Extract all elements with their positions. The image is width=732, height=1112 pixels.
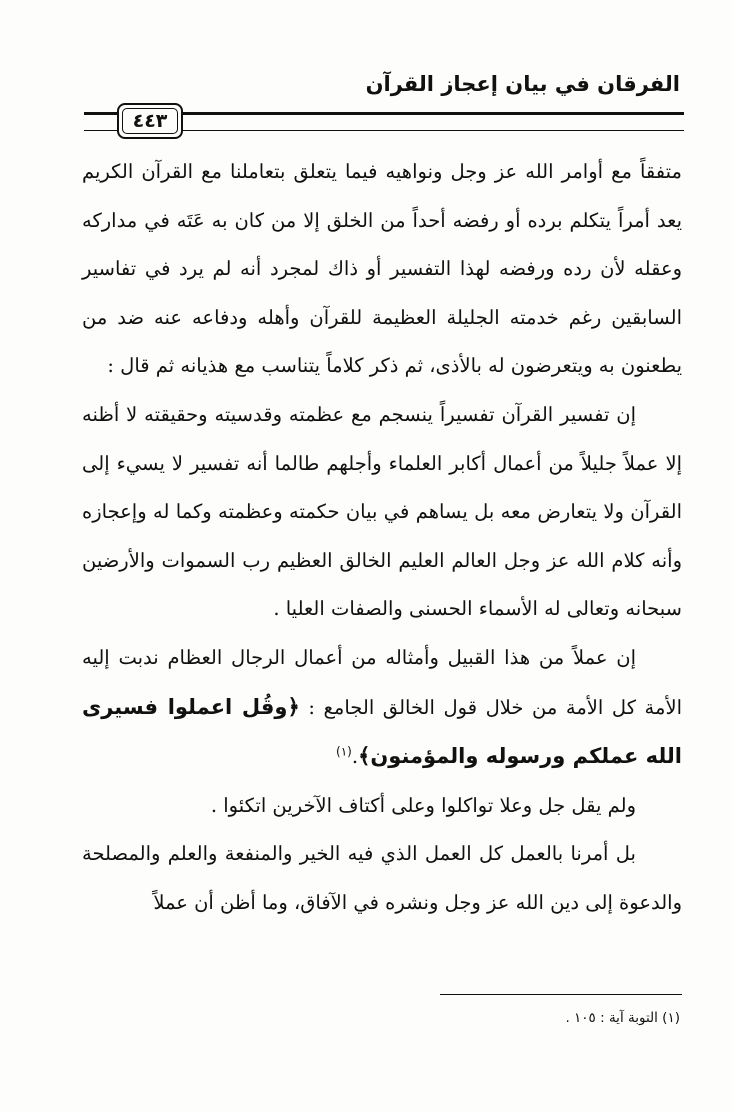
running-head-title: الفرقان في بيان إعجاز القرآن (365, 72, 680, 96)
footnote-reference[interactable]: (١) (336, 744, 352, 759)
body-text (82, 148, 682, 928)
quran-verse: ﴿وقُل اعملوا فسيرى الله عملكم ورسوله والمؤمنون﴾ (82, 694, 682, 769)
footnote-1: (١) التوبة آية : ١٠٥ . (565, 1010, 680, 1026)
paragraph-5: بل أمرنا بالعمل كل العمل الذي فيه الخير والمنفعة والعلم والمصلحة والدعوة إلى دين الله عز وجل ونشره في الآفاق، وما أظن أن عملاً (82, 842, 682, 914)
paragraph-4: ولم يقل جل وعلا تواكلوا وعلى أكتاف الآخرين اتكئوا . (210, 793, 636, 817)
paragraph-2: إن تفسير القرآن تفسيراً ينسجم مع عظمته وقدسيته وحقيقته لا أظنه إلا عملاً جليلاً من أعمال أكابر العلماء وأجلهم طالما أنه تفسير لا يسيء إلى القرآن ولا يتعارض معه بل يساهم في بيان حكمته وعظمته وكما له وإعجازه وأنه كلام الله عز وجل العالم العليم الخالق العظيم رب السموات والأرضين سبحانه وتعالى له الأسماء الحسنى والصفات العليا . (82, 402, 682, 621)
paragraph-1: متفقاً مع أوامر الله عز وجل ونواهيه فيما يتعلق بتعاملنا مع القرآن الكريم يعد أمراً يتكلم برده أو رفضه أحداً من الخلق إلا من كان به عَتَه في مداركه وعقله لأن رده ورفضه لهذا التفسير أو ذاك لمجرد أنه لم يرد في تفاسير السابقين رغم خدمته الجليلة العظيمة للقرآن وأهله ودفاعه عنه ضد من يطعنون به ويتعرضون له بالأذى، ثم ذكر كلاماً يتناسب مع هذيانه ثم قال : (82, 160, 682, 378)
page-number: ٤٤٣ (122, 108, 178, 134)
footnote-separator (440, 994, 682, 995)
paragraph-3 (82, 634, 682, 782)
paragraph-3-text: إن عملاً من هذا القبيل وأمثاله من أعمال الرجال العظام ندبت إليه الأمة كل الأمة من خلال قول الخالق الجامع : (82, 645, 682, 719)
paragraph-3-tail: . (351, 745, 359, 769)
page-number-badge (117, 103, 183, 139)
